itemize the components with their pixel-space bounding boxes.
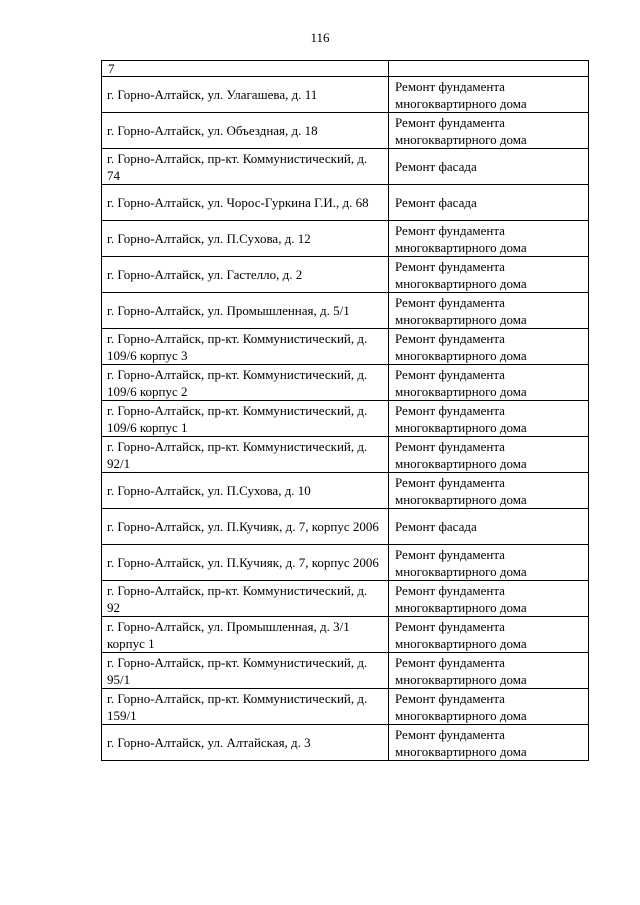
table-row bbox=[102, 365, 589, 401]
page-number: 116 bbox=[310, 30, 330, 45]
address-cell: г. Горно-Алтайск, ул. Алтайская, д. 3 bbox=[102, 725, 389, 761]
table-row bbox=[102, 149, 589, 185]
work-type-cell: Ремонт фасада bbox=[389, 509, 589, 545]
work-type-cell: Ремонт фундамента многоквартирного дома bbox=[389, 689, 589, 725]
table-row bbox=[102, 185, 589, 221]
work-type-cell: Ремонт фундамента многоквартирного дома bbox=[389, 365, 589, 401]
address-cell: г. Горно-Алтайск, пр-кт. Коммунистический, д. 109/6 корпус 1 bbox=[102, 401, 389, 437]
table-row bbox=[102, 653, 589, 689]
work-type-cell: Ремонт фундамента многоквартирного дома bbox=[389, 77, 589, 113]
work-type-cell: Ремонт фундамента многоквартирного дома bbox=[389, 221, 589, 257]
table-row bbox=[102, 329, 589, 365]
work-type-cell: Ремонт фасада bbox=[389, 149, 589, 185]
address-cell: г. Горно-Алтайск, ул. П.Кучияк, д. 7, корпус 2006 bbox=[102, 509, 389, 545]
table-row bbox=[102, 689, 589, 725]
table-row bbox=[102, 437, 589, 473]
table-row bbox=[102, 617, 589, 653]
address-cell: г. Горно-Алтайск, пр-кт. Коммунистический, д. 92 bbox=[102, 581, 389, 617]
table-row bbox=[102, 257, 589, 293]
work-type-cell: Ремонт фундамента многоквартирного дома bbox=[389, 113, 589, 149]
address-cell: г. Горно-Алтайск, пр-кт. Коммунистический, д. 74 bbox=[102, 149, 389, 185]
table-row bbox=[102, 401, 589, 437]
work-type-cell: Ремонт фундамента многоквартирного дома bbox=[389, 581, 589, 617]
repair-table bbox=[101, 60, 589, 761]
address-cell: г. Горно-Алтайск, пр-кт. Коммунистический, д. 92/1 bbox=[102, 437, 389, 473]
table-header-row bbox=[102, 61, 589, 77]
address-cell: г. Горно-Алтайск, ул. П.Сухова, д. 10 bbox=[102, 473, 389, 509]
table-row bbox=[102, 221, 589, 257]
work-type-cell: Ремонт фундамента многоквартирного дома bbox=[389, 437, 589, 473]
work-type-cell: Ремонт фундамента многоквартирного дома bbox=[389, 545, 589, 581]
table-row bbox=[102, 113, 589, 149]
work-type-cell: Ремонт фундамента многоквартирного дома bbox=[389, 293, 589, 329]
table-row bbox=[102, 581, 589, 617]
address-cell: г. Горно-Алтайск, ул. Промышленная, д. 3/1 корпус 1 bbox=[102, 617, 389, 653]
address-cell: г. Горно-Алтайск, ул. П.Сухова, д. 12 bbox=[102, 221, 389, 257]
address-cell: г. Горно-Алтайск, ул. Промышленная, д. 5/1 bbox=[102, 293, 389, 329]
work-type-cell: Ремонт фундамента многоквартирного дома bbox=[389, 617, 589, 653]
table-row bbox=[102, 545, 589, 581]
address-cell: г. Горно-Алтайск, ул. Улагашева, д. 11 bbox=[102, 77, 389, 113]
table-row bbox=[102, 77, 589, 113]
table-row bbox=[102, 473, 589, 509]
column-number-cell-empty bbox=[389, 61, 589, 77]
address-cell: г. Горно-Алтайск, пр-кт. Коммунистический, д. 109/6 корпус 2 bbox=[102, 365, 389, 401]
table-row bbox=[102, 509, 589, 545]
column-number-cell: 7 bbox=[102, 61, 389, 77]
address-cell: г. Горно-Алтайск, ул. Гастелло, д. 2 bbox=[102, 257, 389, 293]
work-type-cell: Ремонт фундамента многоквартирного дома bbox=[389, 329, 589, 365]
work-type-cell: Ремонт фундамента многоквартирного дома bbox=[389, 653, 589, 689]
address-cell: г. Горно-Алтайск, пр-кт. Коммунистический, д. 159/1 bbox=[102, 689, 389, 725]
work-type-cell: Ремонт фундамента многоквартирного дома bbox=[389, 257, 589, 293]
address-cell: г. Горно-Алтайск, пр-кт. Коммунистический, д. 109/6 корпус 3 bbox=[102, 329, 389, 365]
address-cell: г. Горно-Алтайск, пр-кт. Коммунистический, д. 95/1 bbox=[102, 653, 389, 689]
address-cell: г. Горно-Алтайск, ул. П.Кучияк, д. 7, корпус 2006 bbox=[102, 545, 389, 581]
work-type-cell: Ремонт фундамента многоквартирного дома bbox=[389, 401, 589, 437]
table-row bbox=[102, 725, 589, 761]
address-cell: г. Горно-Алтайск, ул. Объездная, д. 18 bbox=[102, 113, 389, 149]
work-type-cell: Ремонт фасада bbox=[389, 185, 589, 221]
address-cell: г. Горно-Алтайск, ул. Чорос-Гуркина Г.И., д. 68 bbox=[102, 185, 389, 221]
table-row bbox=[102, 293, 589, 329]
work-type-cell: Ремонт фундамента многоквартирного дома bbox=[389, 725, 589, 761]
work-type-cell: Ремонт фундамента многоквартирного дома bbox=[389, 473, 589, 509]
